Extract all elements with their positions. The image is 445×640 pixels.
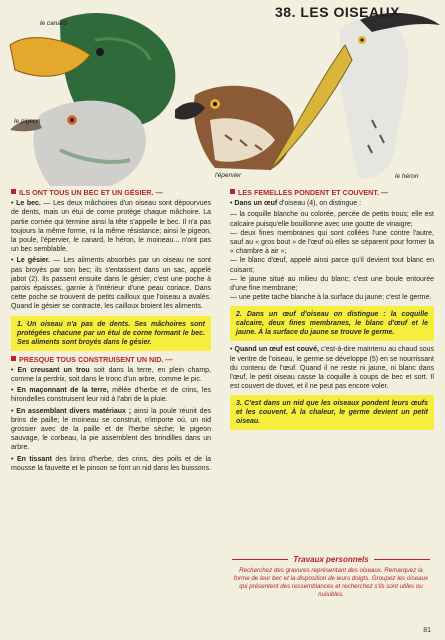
- text-oeuf-intro: d'oiseau (4), on distingue :: [279, 200, 362, 208]
- list-item: — le blanc d'œuf, appelé ainsi parce qu'il devient tout blanc en cuisant;: [230, 257, 434, 274]
- section-heading-text: LES FEMELLES PONDENT ET COUVENT. —: [238, 188, 389, 197]
- section-heading-nid: [11, 355, 211, 364]
- section-heading-text: PRESQUE TOUS CONSTRUISENT UN NID. —: [19, 354, 173, 364]
- text-nid-tissant: des brins d'herbe, des crins, des poils et de la mousse la fauvette et le pinson se font un nid dans les buissons.: [11, 455, 212, 472]
- bullet-square-icon: [11, 189, 16, 194]
- term-couve: Quand un œuf est couvé,: [234, 346, 319, 354]
- summary-box-1: 1. Un oiseau n'a pas de dents. Ses mâchoires sont protégées chacune par un étui de corne formant le bec. Ses aliments sont broyés dans le gésier.: [11, 316, 211, 351]
- paragraph-nid-trou: • En creusant un trou soit dans la terre, en plein champ, comme la perdrix, soit dans le tronc d'un arbre, comme le pic.: [11, 366, 211, 384]
- travaux-text: Recherchez des gravures représentant des oiseaux. Remarquez la forme de leur bec et la disposition de leurs doigts. Groupez les oiseaux qui présentent des ressemblances et recherchez s'ils sont utiles ou nuisibles.: [233, 567, 429, 598]
- divider: [232, 559, 288, 560]
- section-heading-bec-gesier: [11, 188, 211, 197]
- label-duck: le canard: [40, 20, 67, 27]
- travaux-title-row: [232, 555, 430, 564]
- term-bec: Le bec.: [16, 200, 41, 208]
- bullet-square-icon: [11, 356, 16, 361]
- travaux-title: Travaux personnels: [293, 555, 369, 564]
- bird-heads-illustration: [0, 0, 445, 186]
- text-couve: c'est-à-dire maintenu au chaud sous le ventre de l'oiseau, le germe se développe (5) en se nourrissant du contenu de l'œuf. Quand il ne reste ni jaune, ni blanc dans l'œuf, le petit oiseau casse la coquille à coups de bec et sort. Il est couvert de duvet, et il ne peut pas encore voler.: [230, 346, 434, 391]
- heron-head-drawing: [270, 13, 440, 178]
- paragraph-oeuf-intro: • Dans un œuf d'oiseau (4), on distingue :: [230, 200, 362, 208]
- list-item: — le jaune situé au milieu du blanc; c'est une boule entourée d'une fine membrane;: [230, 275, 434, 293]
- summary-box-2: 2. Dans un œuf d'oiseau on distingue : la coquille calcaire, deux fines membranes, le blanc d'œuf et le jaune. À la surface du jaune se trouve le germe.: [230, 306, 434, 341]
- label-pigeon: le pigeon: [14, 118, 41, 125]
- section-heading-text: ILS ONT TOUS UN BEC ET UN GÉSIER. —: [19, 188, 163, 197]
- left-column: [11, 188, 211, 475]
- bullet-square-icon: [230, 189, 235, 194]
- term-nid-trou: En creusant un trou: [17, 366, 90, 374]
- term-nid-materiaux: En assemblant divers matériaux ;: [16, 407, 132, 415]
- text-nid-materiaux: ainsi la poule réunit des brins de paille; le moineau se construit, n'importe où, un nid grossier avec de la paille et de l'herbe sèche; le pigeon sauvage, le corbeau, la pie assemblent des brindilles dans un arbre.: [11, 407, 211, 452]
- summary-box-3: 3. C'est dans un nid que les oiseaux pondent leurs œufs et les couvent. À la chaleur, le germe devient un petit oiseau.: [230, 395, 434, 430]
- label-heron: le héron: [395, 173, 419, 180]
- label-hawk: l'épervier: [215, 172, 242, 179]
- term-nid-terre: En maçonnant de la terre,: [16, 387, 109, 395]
- pigeon-head-drawing: [10, 101, 146, 186]
- list-item: — une petite tache blanche à la surface du jaune; c'est le germe.: [230, 294, 432, 302]
- term-nid-tissant: En tissant: [16, 455, 52, 463]
- paragraph-couve: • Quand un œuf est couvé, c'est-à-dire maintenu au chaud sous le ventre de l'oiseau, le germe se développe (5) en se nourrissant du contenu de l'œuf. Quand il ne reste ni jaune, ni blanc dans l'œuf, le petit oiseau casse la coquille à coups de bec et sort. Il est couvert de duvet, et il ne peut pas encore voler.: [230, 346, 434, 391]
- paragraph-gesier: • Le gésier. — Les aliments absorbés par un oiseau ne sont pas broyés par son bec; ils s'entassent dans un sac, appelé jabot (2). Ils passent ensuite dans le gésier; c'est une poche à parois épaisses, garnie à l'intérieur d'une peau coriace. Dans cette poche se trouvent de petits cailloux que l'oiseau a avalés. Quand le gésier se contracte, les cailloux broient les aliments.: [11, 257, 212, 311]
- text-gesier: — Les aliments absorbés par un oiseau ne sont pas broyés par son bec; ils s'entassent dans un sac, appelé jabot (2). Ils passent ensuite dans le gésier; c'est une poche à parois épaisses, garnie à l'intérieur d'une peau coriace. Dans cette poche se trouvent de petits cailloux que l'oiseau a avalés. Quand le gésier se contracte, les cailloux broient les aliments.: [11, 257, 212, 311]
- hawk-head-drawing: [175, 86, 294, 170]
- text-nid-terre: mêlée d'herbe et de crins, les hirondelles construisent leur nid à l'abri de la pluie.: [11, 387, 211, 404]
- text-nid-trou: soit dans la terre, en plein champ, comme la perdrix, soit dans le tronc d'un arbre, comme le pic.: [11, 366, 211, 384]
- paragraph-nid-terre: • En maçonnant de la terre, mêlée d'herbe et de crins, les hirondelles construisent leur nid à l'abri de la pluie.: [11, 387, 211, 404]
- list-item: — deux fines membranes qui sont collées l'une contre l'autre, sauf au « gros bout » de l'œuf où elles se séparent pour former la « chambre à air »;: [230, 229, 434, 256]
- term-gesier: Le gésier.: [16, 257, 51, 265]
- travaux-personnels: [232, 555, 430, 599]
- section-heading-femelles: [230, 188, 434, 197]
- paragraph-bec: • Le bec. — Les deux mâchoires d'un oiseau sont dépourvues de dents, mais un étui de corne protège chaque mâchoire. La partie cornée qui termine ainsi la tête s'appelle le bec. Il n'a pas toujours la même forme, ni la même résistance; ainsi le pigeon, la poule, l'épervier, le canard, le héron, le moineau... n'ont pas un bec semblable.: [11, 200, 212, 254]
- right-column: [230, 188, 434, 434]
- lesson-title: 38. LES OISEAUX: [275, 4, 400, 20]
- page-number: 81: [423, 627, 431, 634]
- text-bec: — Les deux mâchoires d'un oiseau sont dépourvues de dents, mais un étui de corne protège chaque mâchoire. La partie cornée qui termine ainsi la tête s'appelle le bec. Il n'a pas toujours la même forme, ni la même résistance; ainsi le pigeon, la poule, l'épervier, le canard, le héron, le moineau... n'ont pas un bec semblable.: [11, 200, 212, 254]
- divider: [374, 559, 430, 560]
- list-item: — la coquille blanche ou colorée, percée de petits trous; elle est calcaire puisqu'elle bouillonne avec une goutte de vinaigre;: [230, 211, 434, 228]
- paragraph-nid-materiaux: • En assemblant divers matériaux ; ainsi la poule réunit des brins de paille; le moineau se construit, n'importe où, un nid grossier avec de la paille et de l'herbe sèche; le pigeon sauvage, le corbeau, la pie assemblent des brindilles dans un arbre.: [11, 407, 211, 452]
- term-oeuf: Dans un œuf: [234, 200, 278, 208]
- paragraph-nid-tissant: • En tissant des brins d'herbe, des crins, des poils et de la mousse la fauvette et le pinson se font un nid dans les buissons.: [11, 455, 212, 472]
